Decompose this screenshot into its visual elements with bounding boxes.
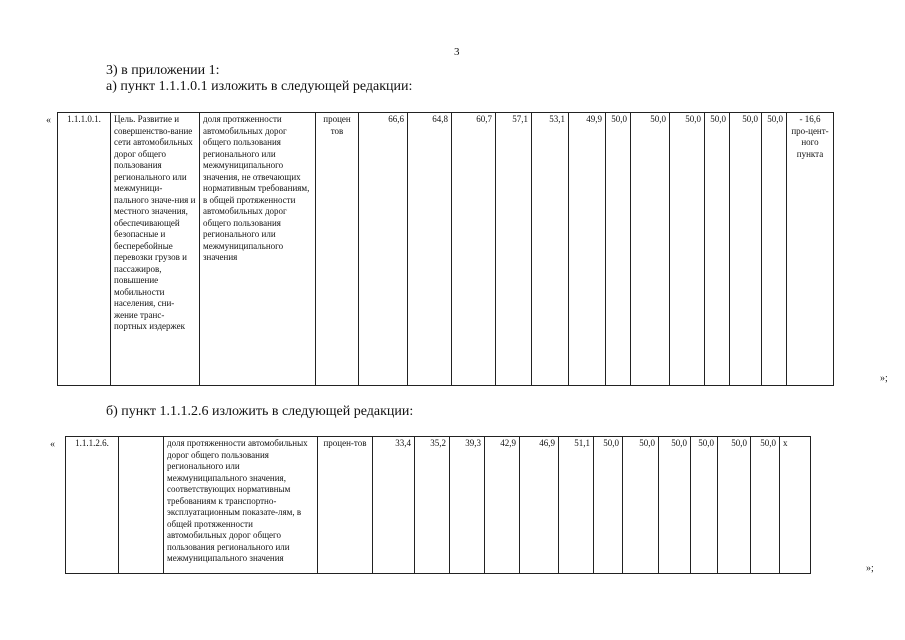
value-cell: 50,0: [705, 113, 730, 386]
value-cell: 39,3: [450, 437, 485, 574]
row-unit: процен тов: [316, 113, 359, 386]
value-cell: 50,0: [691, 437, 718, 574]
value-cell: 53,1: [532, 113, 569, 386]
row-last: - 16,6 про-цент-ного пункта: [787, 113, 834, 386]
value-cell: 64,8: [408, 113, 452, 386]
value-cell: 57,1: [496, 113, 532, 386]
value-cell: 51,1: [559, 437, 594, 574]
row-code: 1.1.1.2.6.: [66, 437, 119, 574]
value-cell: 66,6: [359, 113, 408, 386]
value-cell: 60,7: [452, 113, 496, 386]
open-quote: «: [46, 115, 51, 126]
value-cell: 50,0: [606, 113, 631, 386]
table-row: [58, 113, 834, 386]
value-cell: 50,0: [594, 437, 623, 574]
row-last: х: [780, 437, 811, 574]
value-cell: 50,0: [631, 113, 670, 386]
value-cell: 50,0: [659, 437, 691, 574]
value-cell: 33,4: [373, 437, 415, 574]
row-goal: Цель. Развитие и совершенство-вание сети автомобильных дорог общего пользования регионального или межмуници-пального значе-ния и местного значения, обеспечивающей безопасные и бесперебойные перевозки грузов и пассажиров, повышение мобильности населения, сни-жение транс-портных издержек: [111, 113, 200, 386]
close-quote: »;: [880, 373, 888, 384]
item-a-heading: а) пункт 1.1.1.0.1 изложить в следующей редакции:: [106, 79, 413, 94]
value-cell: 50,0: [623, 437, 659, 574]
close-quote: »;: [866, 563, 874, 574]
page-number: 3: [454, 46, 460, 58]
value-cell: 50,0: [670, 113, 705, 386]
table-item-2: [65, 436, 811, 574]
item-b-heading: б) пункт 1.1.1.2.6 изложить в следующей редакции:: [106, 404, 414, 419]
value-cell: 50,0: [751, 437, 780, 574]
row-indicator: доля протяженности автомобильных дорог общего пользования регионального или межмуниципального значения, не отвечающих нормативным требованиям, в общей протяженности автомобильных дорог общего пользования регионального или межмуниципального значения: [200, 113, 316, 386]
row-goal: [119, 437, 164, 574]
value-cell: 50,0: [718, 437, 751, 574]
value-cell: 42,9: [485, 437, 520, 574]
open-quote: «: [50, 439, 55, 450]
value-cell: 50,0: [730, 113, 762, 386]
section-heading: 3) в приложении 1:: [106, 63, 220, 78]
value-cell: 46,9: [520, 437, 559, 574]
table-row: [66, 437, 811, 574]
value-cell: 35,2: [415, 437, 450, 574]
table-item-1: [57, 112, 834, 386]
value-cell: 50,0: [762, 113, 787, 386]
row-unit: процен-тов: [318, 437, 373, 574]
value-cell: 49,9: [569, 113, 606, 386]
row-code: 1.1.1.0.1.: [58, 113, 111, 386]
row-indicator: доля протяженности автомобильных дорог общего пользования регионального или межмуниципального значения, соответствующих нормативным требованиям к транспортно-эксплуатационным показате-лям, в общей протяженности автомобильных дорог общего пользования регионального или межмуниципального значения: [164, 437, 318, 574]
